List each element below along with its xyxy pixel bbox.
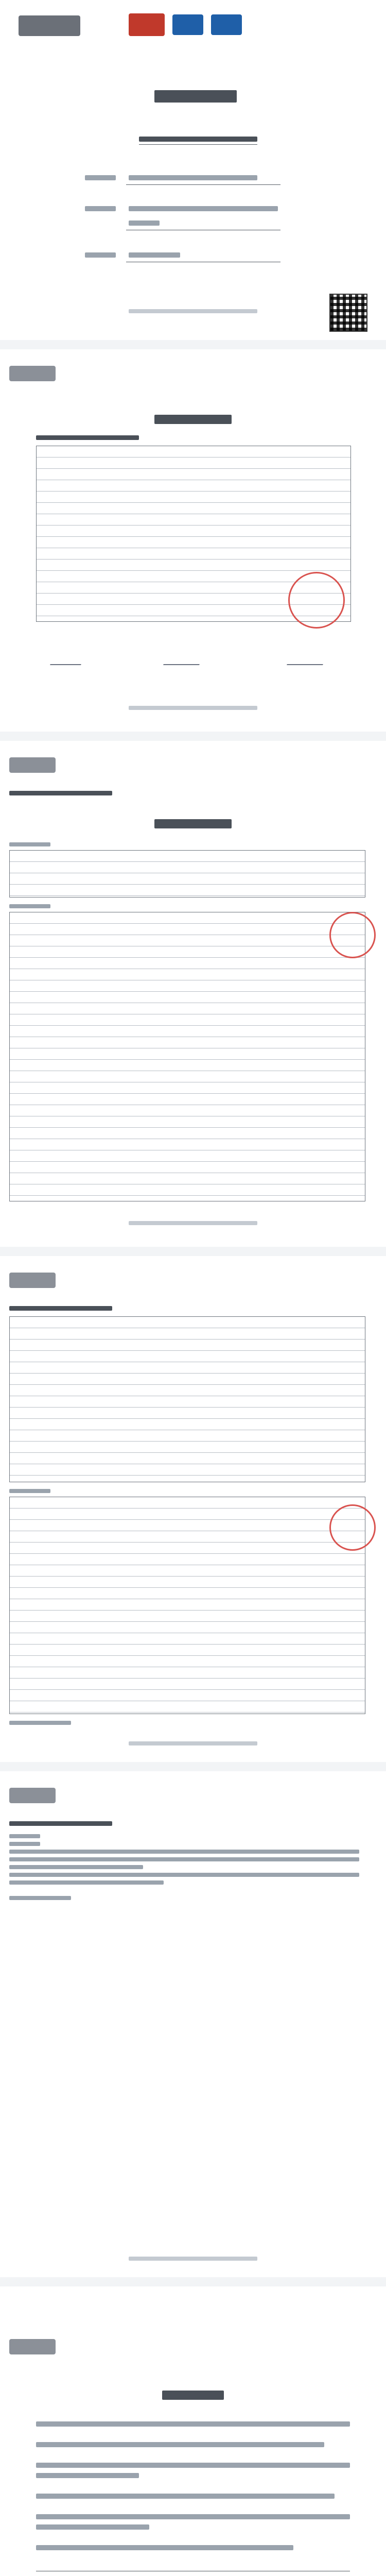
body-text bbox=[9, 1857, 359, 1861]
report-number bbox=[9, 1821, 112, 1826]
report-number bbox=[139, 137, 257, 142]
brand-logo bbox=[9, 1273, 56, 1288]
body-text bbox=[9, 1873, 359, 1877]
notice-item bbox=[36, 2545, 293, 2550]
section-label bbox=[9, 1489, 50, 1493]
results-table bbox=[9, 1497, 365, 1714]
body-text bbox=[9, 1865, 143, 1869]
page-separator bbox=[0, 732, 386, 741]
inspection-seal bbox=[329, 912, 376, 958]
brand-logo bbox=[9, 1788, 56, 1803]
notice-item bbox=[36, 2463, 350, 2468]
brand-logo bbox=[9, 366, 56, 381]
notice-item bbox=[36, 2421, 350, 2427]
page-separator bbox=[0, 2277, 386, 2286]
report-number bbox=[9, 791, 112, 795]
underline-rule bbox=[139, 144, 257, 145]
page-heading bbox=[162, 2391, 224, 2400]
document-page-cover bbox=[0, 0, 386, 330]
page-separator bbox=[0, 340, 386, 349]
signature bbox=[163, 657, 202, 665]
signature bbox=[287, 657, 326, 665]
field-label bbox=[85, 175, 116, 180]
results-table bbox=[9, 1316, 365, 1482]
notice-item bbox=[36, 2524, 149, 2530]
accreditation-logo bbox=[211, 14, 242, 35]
field-value bbox=[129, 252, 180, 258]
footer-text bbox=[129, 706, 257, 710]
footer-text bbox=[129, 309, 257, 313]
footer-text bbox=[129, 1221, 257, 1225]
page-separator bbox=[0, 1762, 386, 1771]
results-table bbox=[9, 850, 365, 897]
brand-logo bbox=[19, 15, 80, 36]
document-page-results-continued bbox=[0, 1262, 386, 1757]
body-text bbox=[9, 1842, 40, 1846]
brand-logo bbox=[9, 2339, 56, 2354]
page-heading bbox=[154, 819, 232, 828]
report-number bbox=[36, 435, 139, 440]
report-title bbox=[154, 90, 237, 103]
brand-logo bbox=[9, 757, 56, 773]
page-heading bbox=[154, 415, 232, 424]
notice-item bbox=[36, 2442, 324, 2447]
field-label bbox=[85, 252, 116, 258]
signature bbox=[50, 657, 84, 665]
inspection-seal bbox=[329, 1504, 376, 1551]
notice-item bbox=[36, 2473, 139, 2478]
document-page-info bbox=[0, 355, 386, 726]
field-value bbox=[129, 206, 278, 211]
document-page-remarks bbox=[0, 1777, 386, 2272]
accreditation-logo bbox=[129, 13, 165, 36]
inspection-seal bbox=[288, 572, 345, 629]
body-text bbox=[9, 1850, 359, 1854]
section-label bbox=[9, 842, 50, 846]
section-label bbox=[9, 904, 50, 908]
body-text bbox=[9, 1880, 164, 1885]
report-number bbox=[9, 1306, 112, 1311]
notice-item bbox=[36, 2494, 335, 2499]
body-text bbox=[9, 1896, 71, 1900]
page-separator bbox=[0, 1247, 386, 1256]
results-table bbox=[9, 912, 365, 1201]
body-text bbox=[9, 1834, 40, 1838]
field-value bbox=[129, 175, 257, 180]
field-value bbox=[129, 221, 160, 226]
footer-text bbox=[129, 2257, 257, 2261]
accreditation-logo bbox=[172, 14, 203, 35]
footer-text bbox=[129, 1741, 257, 1745]
document-page-notices bbox=[0, 2293, 386, 2576]
field-label bbox=[85, 206, 116, 211]
qr-code bbox=[329, 294, 367, 332]
field-rule bbox=[126, 184, 280, 185]
document-page-results bbox=[0, 747, 386, 1242]
note-text bbox=[9, 1721, 71, 1725]
notice-item bbox=[36, 2514, 350, 2519]
